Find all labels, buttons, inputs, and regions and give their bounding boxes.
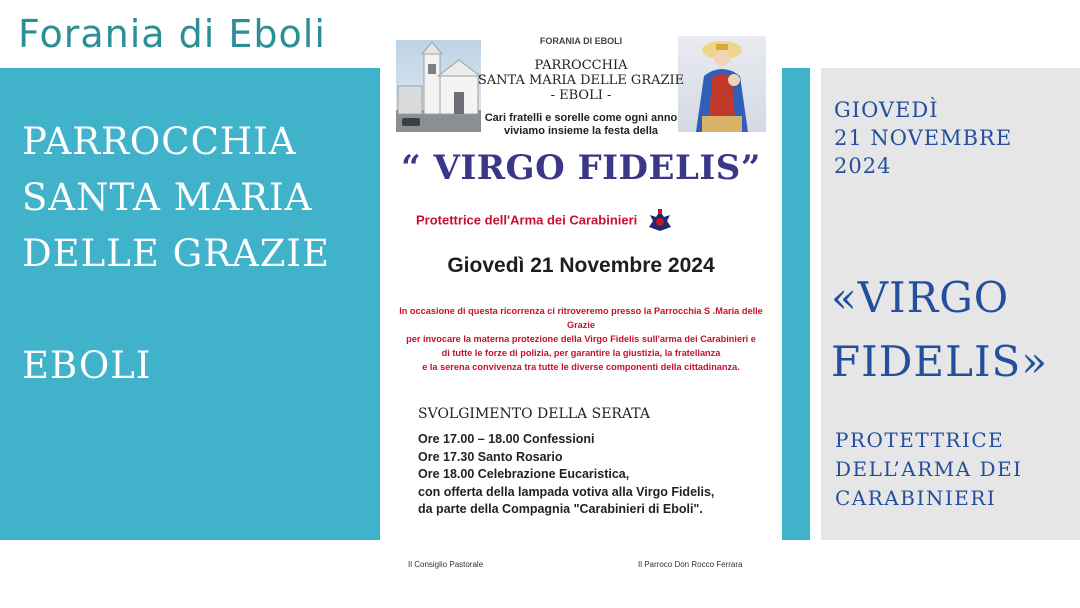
right-date: GIOVEDÌ 21 NOVEMBRE 2024 xyxy=(834,98,1013,178)
left-line-delle-grazie: DELLE GRAZIE xyxy=(22,232,331,275)
left-panel-text xyxy=(22,114,330,394)
poster-virgo-fidelis: “ VIRGO FIDELIS” xyxy=(401,148,761,188)
left-panel xyxy=(0,68,380,540)
program-item: con offerta della lampada votiva alla Virgo Fidelis, xyxy=(418,484,715,499)
left-line-eboli: EBOLI xyxy=(22,344,152,387)
right-panel xyxy=(821,68,1080,540)
poster-program-list xyxy=(418,431,714,519)
program-item: Ore 18.00 Celebrazione Eucaristica, xyxy=(418,467,630,482)
poster-header: FORANIA DI EBOLI xyxy=(539,36,623,46)
program-item: Ore 17.30 Santo Rosario xyxy=(418,449,563,464)
teal-divider-strip xyxy=(782,68,810,540)
poster-occasion-text: In occasione di questa ricorrenza ci ritroveremo presso la Parrocchia S .Maria delle Grazie per invocare la materna protezione della Virgo Fidelis sull'arma dei Carabinieri e di tutte le forze di polizia, per garantire la giustizia, la fratellanza e la serena convivenza tra tutte le diverse componenti della cittadinanza. xyxy=(399,306,763,372)
program-item: Ore 17.00 – 18.00 Confessioni xyxy=(418,432,595,446)
poster-parish-name: PARROCCHIA SANTA MARIA DELLE GRAZIE - EBOLI - xyxy=(477,58,685,103)
carabinieri-emblem-icon xyxy=(647,209,673,233)
program-item: da parte della Compagnia "Carabinieri di Eboli". xyxy=(418,502,703,517)
poster-program-title: SVOLGIMENTO DELLA SERATA xyxy=(418,406,650,422)
event-poster xyxy=(388,0,774,608)
right-virgo-fidelis: «VIRGO FIDELIS» xyxy=(831,273,1049,386)
poster-event-date: Giovedì 21 Novembre 2024 xyxy=(447,254,715,277)
left-line-parrocchia: PARROCCHIA xyxy=(22,120,297,163)
poster-footer-council: Il Consiglio Pastorale xyxy=(408,560,484,569)
poster-protettrice: Protettrice dell'Arma dei Carabinieri xyxy=(416,209,673,233)
poster-greeting: Cari fratelli e sorelle come ogni anno viviamo insieme la festa della xyxy=(484,112,678,137)
slide-title: Forania di Eboli xyxy=(18,12,326,56)
left-line-santa-maria: SANTA MARIA xyxy=(22,176,313,219)
poster-footer-priest: Il Parroco Don Rocco Ferrara xyxy=(638,560,743,569)
right-protettrice: PROTETTRICE DELL’ARMA DEI CARABINIERI xyxy=(835,428,1023,510)
